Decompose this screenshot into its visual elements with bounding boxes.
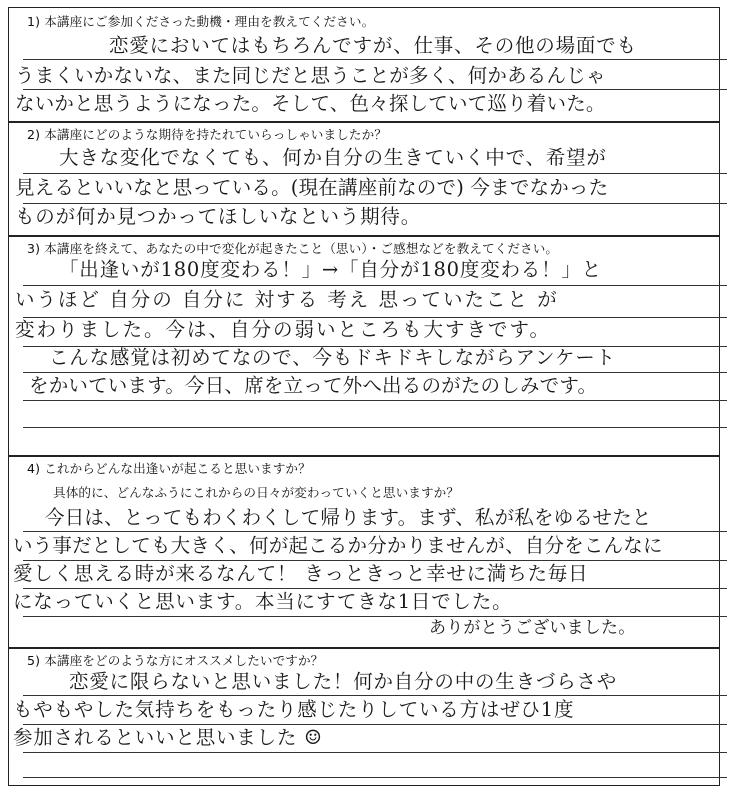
section-2 — [8, 122, 720, 236]
question-4: 4) これからどんな出逢いが起こると思いますか？ — [27, 461, 311, 476]
answer-5-line-3: 参加されるといいと思いました ☺ — [13, 726, 323, 749]
answer-line-rule — [23, 588, 727, 589]
answer-3-line-5: をかいています。今日、席を立って外へ出るのがたのしみです。 — [29, 374, 598, 397]
answer-5-line-2: もやもやした気持ちをもったり感じたりしている方はぜひ1度 — [13, 698, 575, 721]
answer-line-rule — [23, 777, 727, 778]
section-5 — [8, 648, 720, 786]
answer-line-rule — [23, 752, 727, 753]
section-1 — [8, 7, 720, 122]
answer-line-rule — [23, 427, 727, 428]
section-3 — [8, 236, 720, 456]
answer-line-rule — [23, 173, 727, 174]
question-3: 3) 本講座を終えて、あなたの中で変化が起きたこと（思い）・ご感想などを教えてください。 — [27, 241, 559, 256]
answer-4-line-5: ありがとうございました。 — [429, 618, 636, 638]
question-4-sub: 具体的に、どんなふうにこれからの日々が変わっていくと思いますか？ — [53, 485, 460, 500]
answer-3-line-4: こんな感覚は初めてなので、今もドキドキしながらアンケート — [49, 346, 616, 369]
answer-line-rule — [23, 203, 727, 204]
answer-line-rule — [23, 400, 727, 401]
question-2: 2) 本講座にどのような期待を持たれていらっしゃいましたか？ — [27, 127, 387, 142]
answer-2-line-3: ものが何か見つかってほしいなという期待。 — [15, 205, 422, 228]
answer-line-rule — [23, 285, 727, 286]
answer-2-line-2: 見えるといいなと思っている。(現在講座前なので) 今までなかった — [15, 176, 609, 199]
answer-1-line-3: ないかと思うようになった。そして、色々探していて巡り着いた。 — [15, 92, 606, 115]
answer-line-rule — [23, 531, 727, 532]
answer-line-rule — [23, 560, 727, 561]
answer-line-rule — [23, 59, 727, 60]
answer-2-line-1: 大きな変化でなくても、何か自分の生きていく中で、希望が — [59, 146, 607, 169]
section-4 — [8, 456, 720, 648]
question-1: 1) 本講座にご参加くださった動機・理由を教えてください。 — [27, 14, 375, 29]
answer-5-line-1: 恋愛に限らないと思いました！何か自分の中の生きづらさや — [69, 670, 618, 693]
question-5: 5) 本講座をどのような方にオススメしたいですか？ — [27, 653, 324, 668]
answer-line-rule — [23, 89, 727, 90]
answer-4-line-2: いう事だとしても大きく、何が起こるか分かりませんが、自分をこんなに — [13, 534, 663, 557]
answer-3-line-1: 「出逢いが180度変わる！」→「自分が180度変わる！」と — [59, 258, 602, 281]
answer-4-line-4: になっていくと思います。本当にすてきな1日でした。 — [13, 590, 513, 613]
answer-3-line-2: いうほど 自分の 自分に 対する 考え 思っていたこと が — [15, 288, 559, 311]
answer-4-line-1: 今日は、とってもわくわくして帰ります。まず、私が私をゆるせたと — [45, 506, 652, 529]
answer-3-line-3: 変わりました。今は、自分の弱いところも大すきです。 — [15, 318, 551, 341]
answer-line-rule — [23, 695, 727, 696]
answer-4-line-3: 愛しく思える時が来るなんて！ きっときっと幸せに満ちた毎日 — [13, 562, 589, 585]
answer-line-rule — [23, 372, 727, 373]
answer-1-line-2: うまくいかないな、また同じだと思うことが多く、何かあるんじゃ — [15, 64, 606, 87]
answer-line-rule — [23, 724, 727, 725]
answer-1-line-1: 恋愛においてはもちろんですが、仕事、その他の場面でも — [109, 34, 637, 57]
